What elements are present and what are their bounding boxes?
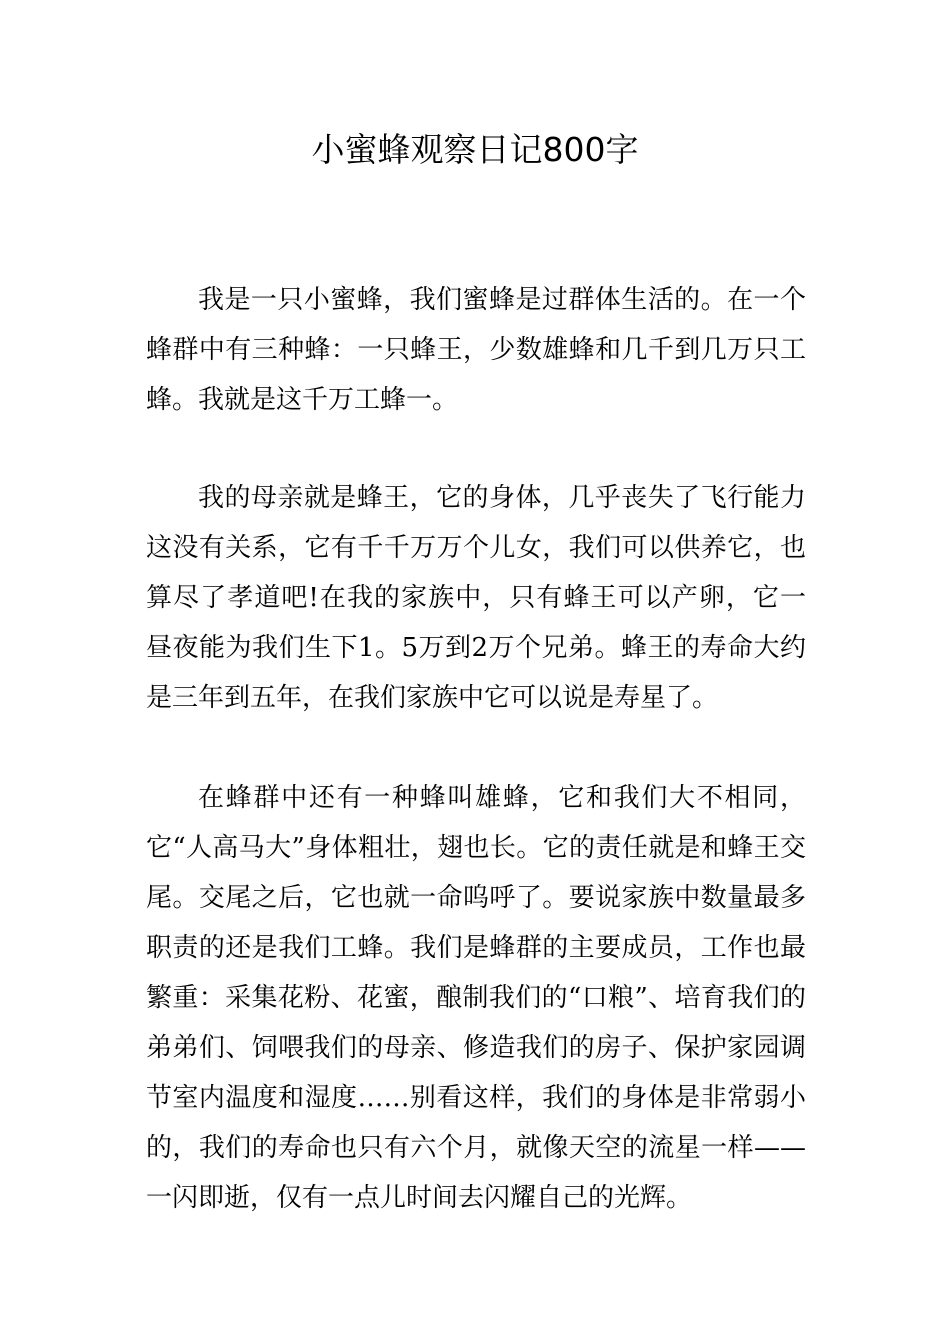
page-title: 小蜜蜂观察日记800字: [311, 130, 639, 169]
paragraph-2: 我的母亲就是蜂王，它的身体，几乎丧失了飞行能力这没有关系，它有千千万万个儿女，我们可以供养它，也算尽了孝道吧!在我的家族中，只有蜂王可以产卵，它一昼夜能为我们生下1。5万到2万个兄弟。蜂王的寿命大约是三年到五年，在我们家族中它可以说是寿星了。: [146, 483, 806, 713]
paragraph-3: 在蜂群中还有一种蜂叫雄蜂，它和我们大不相同，它“人高马大”身体粗壮，翅也长。它的责任就是和蜂王交尾。交尾之后，它也就一命呜呼了。要说家族中数量最多职责的还是我们工蜂。我们是蜂群的主要成员，工作也最繁重：采集花粉、花蜜，酿制我们的“口粮”、培育我们的弟弟们、饲喂我们的母亲、修造我们的房子、保护家园调节室内温度和湿度……别看这样，我们的身体是非常弱小的，我们的寿命也只有六个月，就像天空的流星一样——一闪即逝，仅有一点儿时间去闪耀自己的光辉。: [146, 783, 806, 1213]
paragraph-1: 我是一只小蜜蜂，我们蜜蜂是过群体生活的。在一个蜂群中有三种蜂：一只蜂王，少数雄蜂和几千到几万只工蜂。我就是这千万工蜂一。: [146, 285, 806, 415]
article-body: [146, 0, 806, 1344]
